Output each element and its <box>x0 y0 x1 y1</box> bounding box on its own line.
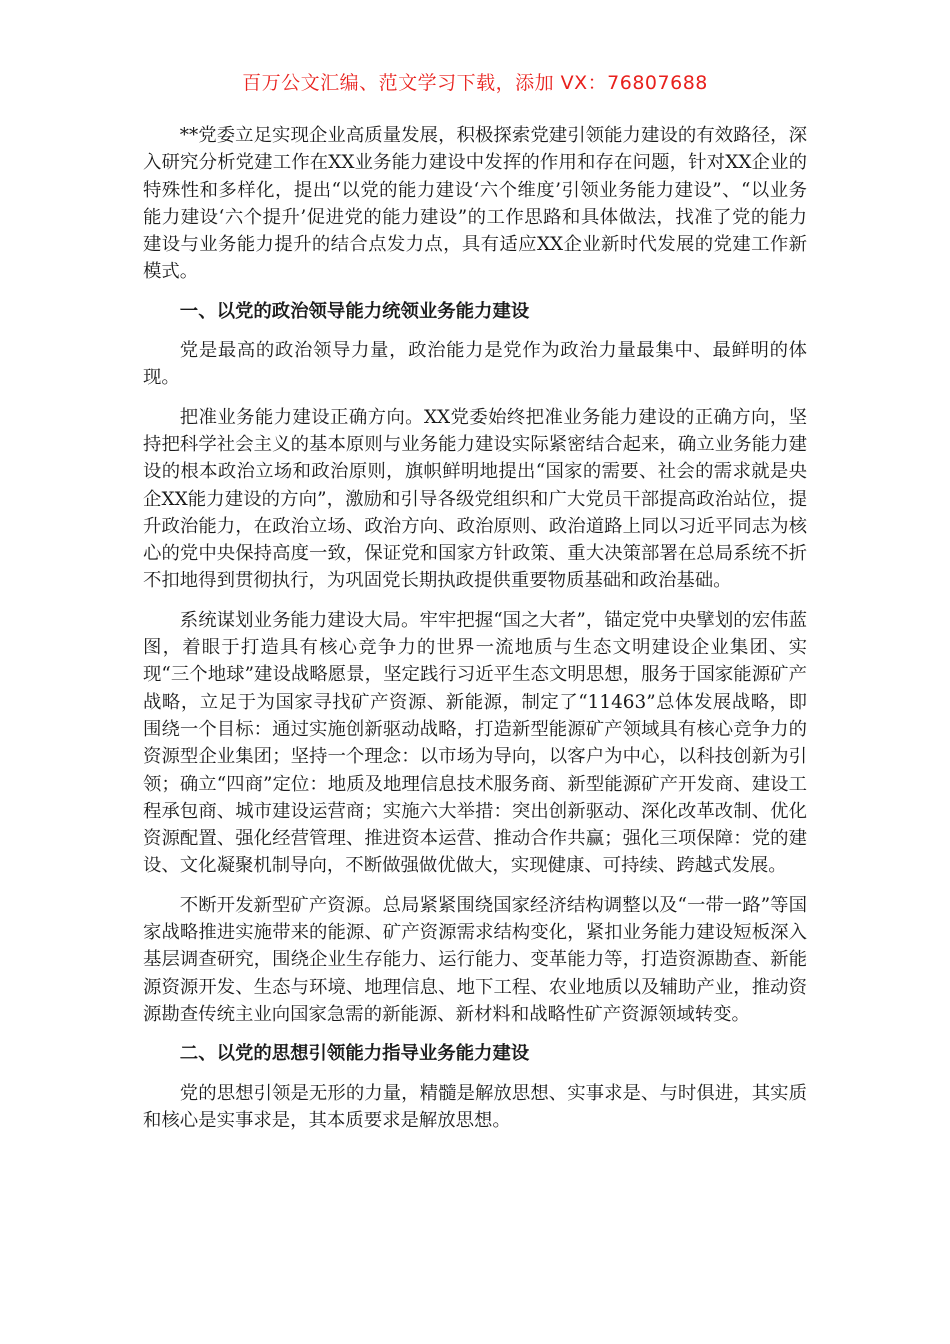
body-paragraph: 把准业务能力建设正确方向。XX党委始终把准业务能力建设的正确方向，坚持把科学社会主义的基本原则与业务能力建设实际紧密结合起来，确立业务能力建设的根本政治立场和政治原则，旗帜鲜明地提出“国家的需要、社会的需求就是央企XX能力建设的方向”，激励和引导各级党组织和广大党员干部提高政治站位，提升政治能力，在政治立场、政治方向、政治原则、政治道路上同以习近平同志为核心的党中央保持高度一致，保证党和国家方针政策、重大决策部署在总局系统不折不扣地得到贯彻执行，为巩固党长期执政提供重要物质基础和政治基础。 <box>143 406 807 592</box>
section-heading-2: 二、以党的思想引领能力指导业务能力建设 <box>179 1043 530 1065</box>
intro-paragraph: **党委立足实现企业高质量发展，积极探索党建引领能力建设的有效路径，深入研究分析党建工作在XX业务能力建设中发挥的作用和存在问题，针对XX企业的特殊性和多样化，提出“以党的能力建设‘六个维度’引领业务能力建设”、“以业务能力建设‘六个提升’促进党的能力建设”的工作思路和具体做法，找准了党的能力建设与业务能力提升的结合点发力点，具有适应XX企业新时代发展的党建工作新模式。 <box>143 125 807 283</box>
body-paragraph: 党的思想引领是无形的力量，精髓是解放思想、实事求是、与时俱进，其实质和核心是实事求是，其本质要求是解放思想。 <box>143 1082 807 1131</box>
section-heading-1: 一、以党的政治领导能力统领业务能力建设 <box>179 300 530 322</box>
download-banner: 百万公文汇编、范文学习下载，添加 VX：76807688 <box>242 72 708 94</box>
document-body <box>143 122 807 1146</box>
body-paragraph: 不断开发新型矿产资源。总局紧紧围绕国家经济结构调整以及“一带一路”等国家战略推进实施带来的能源、矿产资源需求结构变化，紧扣业务能力建设短板深入基层调查研究，围绕企业生存能力、运行能力、变革能力等，打造资源勘查、新能源资源开发、生态与环境、地理信息、地下工程、农业地质以及辅助产业，推动资源勘查传统主业向国家急需的新能源、新材料和战略性矿产资源领域转变。 <box>143 894 807 1025</box>
body-paragraph: 党是最高的政治领导力量，政治能力是党作为政治力量最集中、最鲜明的体现。 <box>143 340 807 389</box>
body-paragraph: 系统谋划业务能力建设大局。牢牢把握“国之大者”，锚定党中央擘划的宏伟蓝图，着眼于打造具有核心竞争力的世界一流地质与生态文明建设企业集团、实现“三个地球”建设战略愿景，坚定践行习近平生态文明思想，服务于国家能源矿产战略，立足于为国家寻找矿产资源、新能源，制定了“11463”总体发展战略，即围绕一个目标：通过实施创新驱动战略，打造新型能源矿产领域具有核心竞争力的资源型企业集团；坚持一个理念：以市场为导向，以客户为中心，以科技创新为引领；确立“四商”定位：地质及地理信息技术服务商、新型能源矿产开发商、建设工程承包商、城市建设运营商；实施六大举措：突出创新驱动、深化改革改制、优化资源配置、强化经营管理、推进资本运营、推动合作共赢；强化三项保障：党的建设、文化凝聚机制导向，不断做强做优做大，实现健康、可持续、跨越式发展。 <box>143 609 807 877</box>
